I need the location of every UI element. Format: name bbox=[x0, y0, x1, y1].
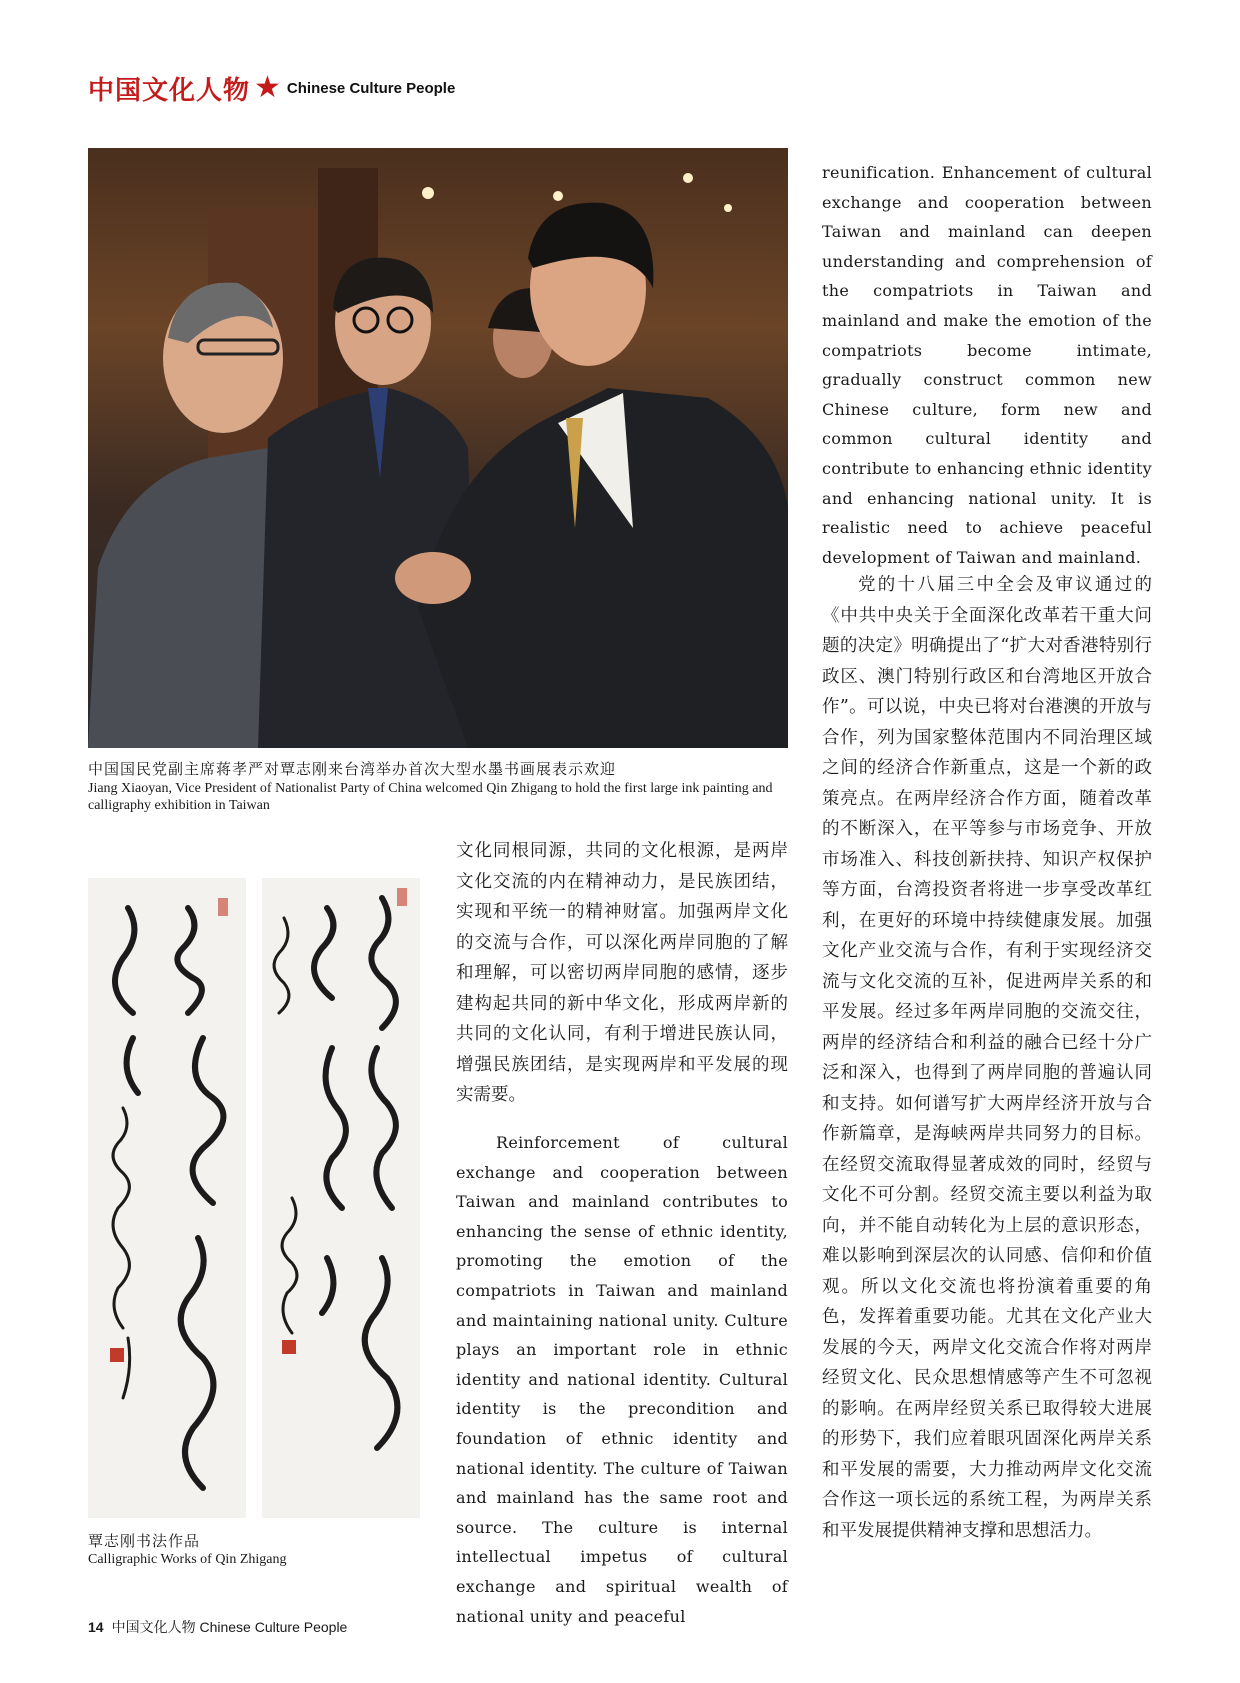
star-icon: ★ bbox=[254, 70, 281, 105]
calligraphy-scroll-right bbox=[262, 878, 420, 1518]
page-footer bbox=[88, 1617, 347, 1637]
article-paragraph-right-cn: 党的十八届三中全会及审议通过的《中共中央关于全面深化改革若干重大问题的决定》明确提出了“扩大对香港特别行政区、澳门特别行政区和台湾地区开放合作”。可以说，中央已将对台港澳的开放与合作，列为国家整体范围内不同治理区域之间的经济合作新重点，这是一个新的政策亮点。在两岸经济合作方面，随着改革的不断深入，在平等参与市场竞争、开放市场准入、科技创新扶持、知识产权保护等方面，台湾投资者将进一步享受改革红利，在更好的环境中持续健康发展。加强文化产业交流与合作，有利于实现经济交流与文化交流的互补，促进两岸关系的和平发展。经过多年两岸同胞的交流交往，两岸的经济结合和利益的融合已经十分广泛和深入，也得到了两岸同胞的普遍认同和支持。如何谱写扩大两岸经济开放与合作新篇章，是海峡两岸共同努力的目标。在经贸交流取得显著成效的同时，经贸与文化不可分割。经贸交流主要以利益为取向，并不能自动转化为上层的意识形态，难以影响到深层次的认同感、信仰和价值观。所以文化交流也将扮演着重要的角色，发挥着重要功能。尤其在文化产业大发展的今天，两岸文化交流合作将对两岸经贸文化、民众思想情感等产生不可忽视的影响。在两岸经贸关系已取得较大进展的形势下，我们应着眼巩固深化两岸关系和平发展的需要，大力推动两岸文化交流合作这一项长远的系统工程，为两岸关系和平发展提供精神支撑和思想活力。 bbox=[822, 575, 1152, 1541]
brand-title-en: Chinese Culture People bbox=[286, 79, 456, 97]
magazine-header bbox=[88, 70, 455, 106]
photo-caption-cn: 中国国民党副主席蒋孝严对覃志刚来台湾举办首次大型水墨书画展表示欢迎 bbox=[88, 760, 617, 778]
footer-text: 中国文化人物 Chinese Culture People bbox=[111, 1619, 348, 1635]
page-number: 14 bbox=[88, 1619, 104, 1635]
calligraphy-caption-en: Calligraphic Works of Qin Zhigang bbox=[88, 1552, 287, 1567]
article-paragraph-mid-en: Reinforcement of cultural exchange and cooperation between Taiwan and mainland contributes to enhancing the sense of ethnic identity, promoting the emotion of the compatriots in Taiwan and mainland and maintaining national unity. Culture plays an important role in ethnic identity and national identity. Cultural identity is the precondition and foundation of ethnic identity and national identity. The culture of Taiwan and mainland has the same root and source. The culture is internal intellectual impetus of cultural exchange and spiritual wealth of national unity and peaceful bbox=[456, 1133, 788, 1626]
photo-caption-en: Jiang Xiaoyan, Vice President of Nationalist Party of China welcomed Qin Zhigang to hold the first large ink painting and calligraphy exhibition in Taiwan bbox=[88, 781, 773, 813]
article-paragraph-right-en: reunification. Enhancement of cultural exchange and cooperation between Taiwan and mainland can deepen understanding and comprehension of the compatriots in Taiwan and mainland and make the emotion of the compatriots become intimate, gradually construct common new Chinese culture, form new and common cultural identity and contribute to enhancing ethnic identity and enhancing national unity. It is realistic need to achieve peaceful development of Taiwan and mainland. bbox=[822, 163, 1152, 567]
calligraphy-scroll-left bbox=[88, 878, 246, 1518]
event-photo bbox=[88, 148, 788, 748]
brand-title-cn: 中国文化人物 bbox=[88, 75, 251, 106]
calligraphy-caption-cn: 覃志刚书法作品 bbox=[88, 1532, 201, 1550]
article-paragraph-mid-cn: 文化同根同源，共同的文化根源，是两岸文化交流的内在精神动力，是民族团结，实现和平统一的精神财富。加强两岸文化的交流与合作，可以深化两岸同胞的了解和理解，可以密切两岸同胞的感情，逐步建构起共同的新中华文化，形成两岸新的共同的文化认同，有利于增进民族认同，增强民族团结，是实现两岸和平发展的现实需要。 bbox=[456, 841, 788, 1105]
